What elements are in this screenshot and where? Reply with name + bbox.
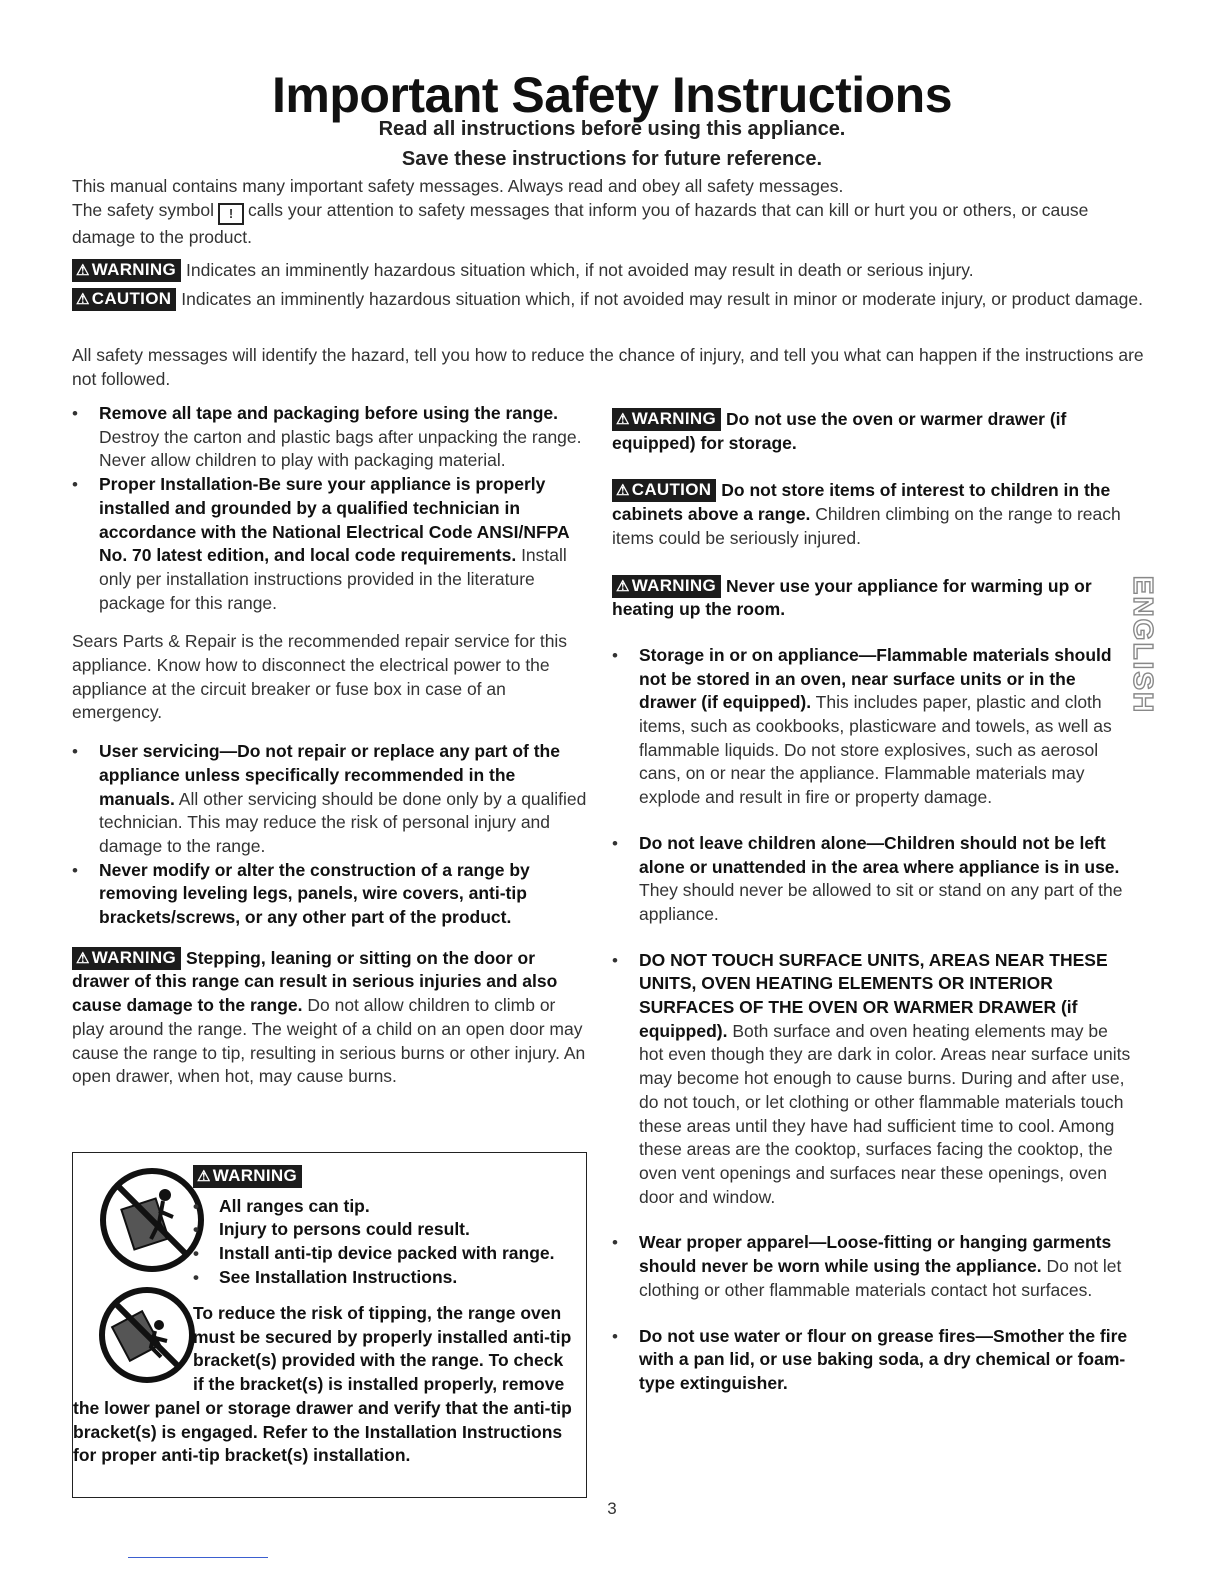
warning-triangle-icon: ⚠ xyxy=(616,577,630,595)
warning-definition xyxy=(72,258,1152,282)
symbol-text-pre: The safety symbol xyxy=(72,200,214,220)
warning-badge: ⚠ WARNING xyxy=(72,947,181,970)
all-messages-paragraph xyxy=(72,343,1152,391)
caution-badge: ⚠ CAUTION xyxy=(612,479,716,502)
tipping-range-icon xyxy=(97,1165,207,1275)
list-item: • Install anti-tip device packed with range. xyxy=(193,1242,588,1266)
caution-definition-text: Indicates an imminently hazardous situation which, if not avoided may result in minor or moderate injury, or product damage. xyxy=(181,289,1143,309)
caution-definition xyxy=(72,287,1152,311)
subtitle-save: Save these instructions for future reference. xyxy=(401,148,823,170)
list-item: • All ranges can tip. xyxy=(193,1195,588,1219)
warning-badge: ⚠ WARNING xyxy=(612,408,721,431)
warning-badge: ⚠ WARNING xyxy=(612,575,721,598)
intro-section xyxy=(72,174,1152,249)
right-column xyxy=(612,408,1132,1396)
anti-tip-warning-box xyxy=(72,1152,587,1498)
warning-box-list xyxy=(193,1165,588,1290)
language-side-tab: ENGLISH xyxy=(1128,575,1159,715)
list-item: • Injury to persons could result. xyxy=(193,1218,588,1242)
list-item: • See Installation Instructions. xyxy=(193,1266,588,1290)
warning-triangle-icon: ⚠ xyxy=(76,262,90,279)
safety-symbol-icon: ! xyxy=(218,203,244,225)
list-item: • Do not use water or flour on grease fires—Smother the fire with a pan lid, or use baking soda, a dry chemical or foam-type extinguisher. xyxy=(612,1325,1132,1396)
sears-paragraph: Sears Parts & Repair is the recommended repair service for this appliance. Know how to disconnect the electrical power to the appliance at the circuit breaker or fuse box in case of an emergency. xyxy=(72,631,568,723)
warning-badge: ⚠ WARNING xyxy=(72,259,181,282)
warning-triangle-icon: ⚠ xyxy=(616,411,630,428)
storage-warning: ⚠ WARNING Do not use the oven or warmer drawer (if equipped) for storage. xyxy=(612,409,1067,453)
intro-line: This manual contains many important safety messages. Always read and obey all safety messages. xyxy=(72,176,844,196)
warning-triangle-icon: ⚠ xyxy=(76,291,90,308)
list-item: • Never modify or alter the construction of a range by removing leveling legs, panels, wire covers, anti-tip brackets/screws, or any other part of the product. xyxy=(72,859,592,930)
list-item: • Do not leave children alone—Children should not be left alone or unattended in the area where appliance is in use. They should never be allowed to sit or stand on any part of the appliance. xyxy=(612,832,1132,927)
left-column xyxy=(72,402,592,1089)
left-bullets-top xyxy=(72,402,592,615)
list-item: • Remove all tape and packaging before using the range. Destroy the carton and plastic bags after unpacking the range. Never allow children to play with packaging material. xyxy=(72,402,592,473)
list-item: • Wear proper apparel—Loose-fitting or hanging garments should never be worn while using the appliance. Do not let clothing or other flammable materials contact hot surfaces. xyxy=(612,1231,1132,1302)
warning-badge: ⚠ WARNING xyxy=(193,1165,302,1188)
left-bullets-bottom xyxy=(72,740,592,930)
subtitle-read: Read all instructions before using this appliance. xyxy=(378,118,846,140)
warning-triangle-icon: ⚠ xyxy=(197,1168,211,1185)
children-caution: ⚠ CAUTION Do not store items of interest to children in the cabinets above a range. Children climbing on the range to reach items could be seriously injured. xyxy=(612,480,1121,548)
anti-tip-paragraph-wrap xyxy=(73,1302,573,1468)
warning-definition-text: Indicates an imminently hazardous situation which, if not avoided may result in death or serious injury. xyxy=(186,260,974,280)
all-messages-text: All safety messages will identify the hazard, tell you how to reduce the chance of injury, and tell you what can happen if the instructions are not followed. xyxy=(72,345,1144,389)
page-title: Important Safety Instructions xyxy=(271,67,953,123)
list-item: • Storage in or on appliance—Flammable materials should not be stored in an oven, near surface units or in the drawer (if equipped). This includes paper, plastic and cloth items, such as cookbooks, plasticware and towels, as well as flammable liquids. Do not store explosives, such as aerosol cans, on or near the appliance. Flammable materials may explode and result in fire or property damage. xyxy=(612,644,1132,810)
list-item: • DO NOT TOUCH SURFACE UNITS, AREAS NEAR THESE UNITS, OVEN HEATING ELEMENTS OR INTERIOR SURFACES OF THE OVEN OR WARMER DRAWER (if equipped). Both surface and oven heating elements may be hot even though they are dark in color. Areas near surface units may become hot enough to cause burns. During and after use, do not touch, or let clothing or other flammable materials touch these areas until they have had sufficient time to cool. Among these areas are the cooktop, surfaces facing the cooktop, the oven vent openings and surfaces near these openings, oven door and window. xyxy=(612,949,1132,1210)
warning-triangle-icon: ⚠ xyxy=(616,482,630,500)
stepping-warning: ⚠ WARNING Stepping, leaning or sitting on the door or drawer of this range can result in serious injuries and also cause damage to the range. Do not allow children to climb or play around the range. The weight of a child on an open door may cause the range to tip, resulting in serious burns or other injury. An open drawer, when hot, may cause burns. xyxy=(72,947,586,1087)
safety-symbol-paragraph xyxy=(72,198,1152,249)
list-item: • User servicing—Do not repair or replace any part of the appliance unless specifically recommended in the manuals. All other servicing should be done only by a qualified technician. This may reduce the risk of personal injury and damage to the range. xyxy=(72,740,592,859)
list-item: • Proper Installation-Be sure your appliance is properly installed and grounded by a qualified technician in accordance with the National Electrical Code ANSI/NFPA No. 70 latest edition, and local code requirements. Install only per installation instructions provided in the literature package for this range. xyxy=(72,473,592,615)
page-number: 3 xyxy=(607,1499,617,1518)
symbol-text-post: calls your attention to safety messages that inform you of hazards that can kill or hurt you or others, or cause damage to the product. xyxy=(72,200,1089,247)
right-bullets xyxy=(612,644,1132,1396)
anti-tip-paragraph: To reduce the risk of tipping, the range oven must be secured by properly installed anti-tip bracket(s) provided with the range. To check if the bracket(s) is installed properly, remove the lower panel or storage drawer and verify that the anti-tip bracket(s) is engaged. Refer to the Installation Instructions for proper anti-tip bracket(s) installation. xyxy=(73,1303,572,1466)
tip-bullets xyxy=(193,1195,588,1290)
divider xyxy=(128,1557,268,1558)
warning-triangle-icon: ⚠ xyxy=(76,949,90,967)
heating-warning: ⚠ WARNING Never use your appliance for warming up or heating up the room. xyxy=(612,575,1092,620)
caution-badge: ⚠ CAUTION xyxy=(72,288,176,311)
